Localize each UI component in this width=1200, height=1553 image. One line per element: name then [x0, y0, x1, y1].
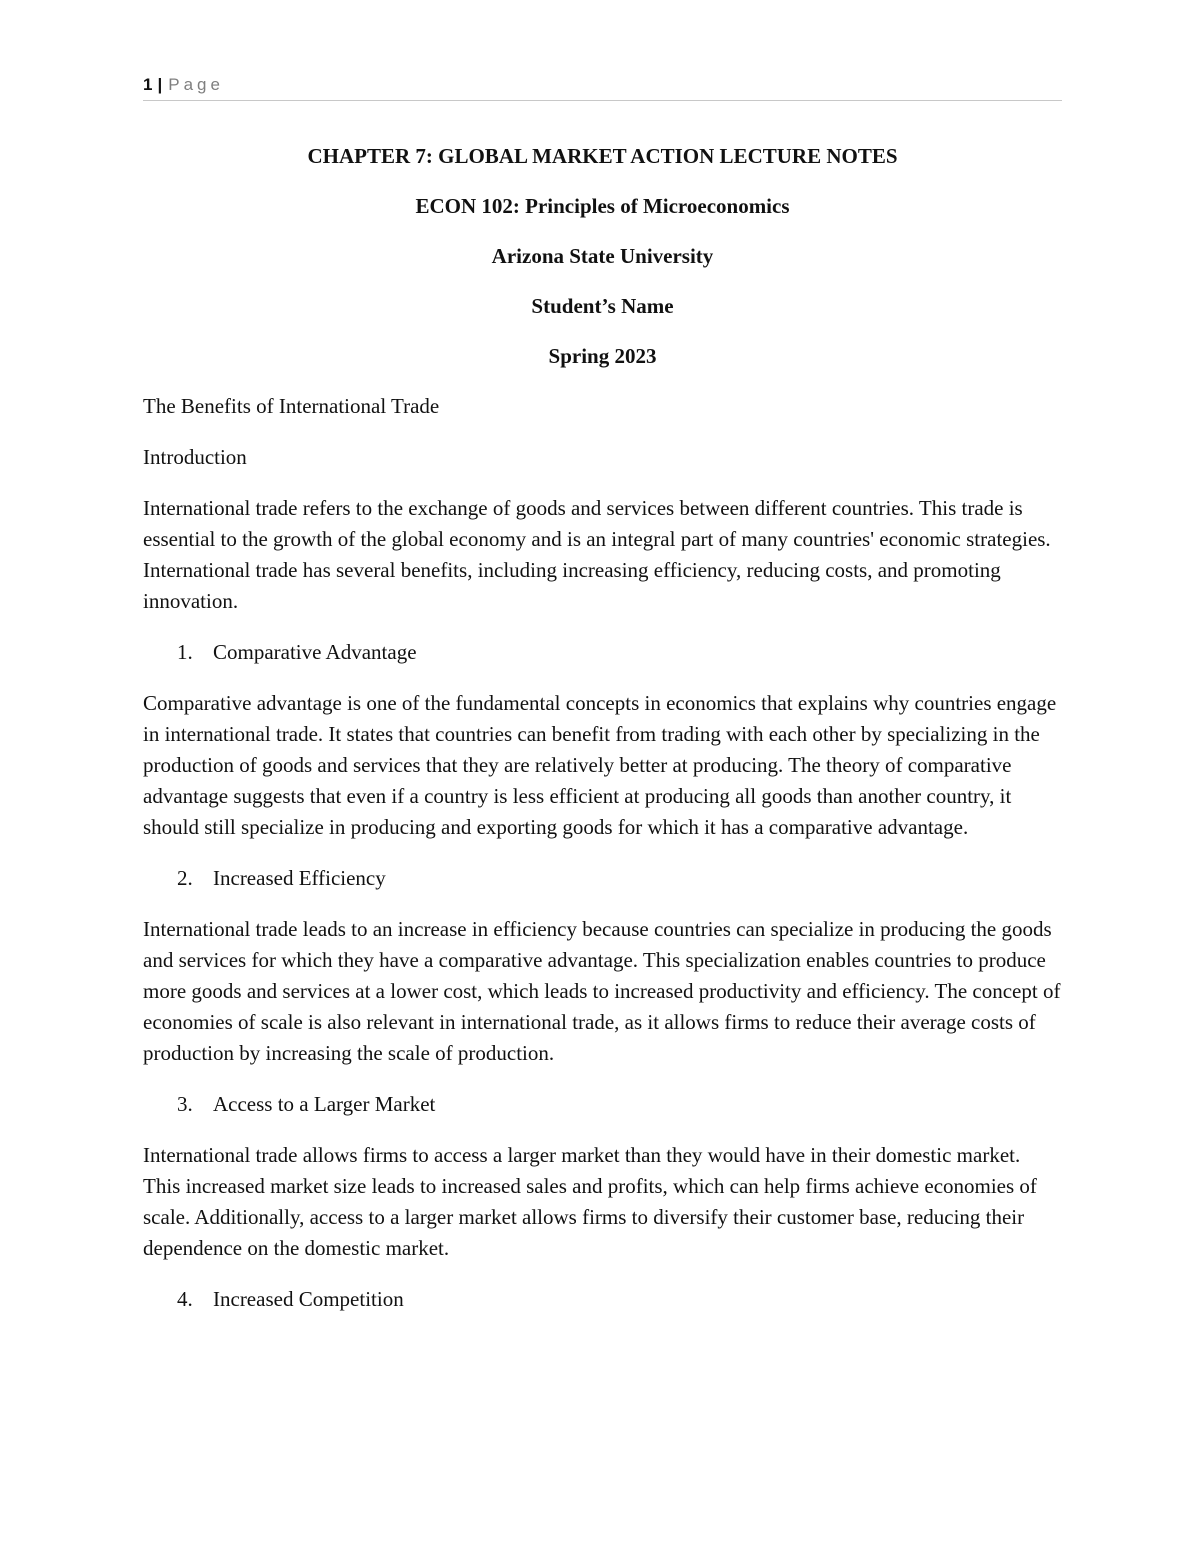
increased-efficiency-paragraph: International trade leads to an increase in efficiency because countries can specialize in producing the goods and services for which they have a comparative advantage. This specialization enables countries to produce more goods and services at a lower cost, which leads to increased productivity and efficiency. The concept of economies of scale is also relevant in international trade, as it allows firms to reduce their average costs of production by increasing the scale of production.	[143, 917, 1061, 1065]
chapter-title: CHAPTER 7: GLOBAL MARKET ACTION LECTURE NOTES	[307, 144, 898, 168]
term: Spring 2023	[548, 344, 657, 368]
university-name: Arizona State University	[491, 244, 714, 268]
list-number: 4.	[177, 1287, 193, 1311]
document-body	[143, 141, 1062, 1335]
page-number: 1	[143, 75, 153, 94]
list-number: 1.	[177, 640, 193, 664]
intro-heading: Introduction	[143, 445, 247, 469]
larger-market-paragraph: International trade allows firms to access a larger market than they would have in their domestic market. This increased market size leads to increased sales and profits, which can help firms achieve economies of scale. Additionally, access to a larger market allows firms to diversify their customer base, reducing their dependence on the domestic market.	[143, 1143, 1037, 1260]
page-header	[143, 74, 1062, 101]
header-separator: |	[157, 75, 163, 94]
comparative-advantage-paragraph: Comparative advantage is one of the fundamental concepts in economics that explains why countries engage in international trade. It states that countries can benefit from trading with each other by specializing in the production of goods and services that they are relatively better at producing. The theory of comparative advantage suggests that even if a country is less efficient at producing all goods than another country, it should still specialize in producing and exporting goods for which it has a comparative advantage.	[143, 691, 1057, 839]
list-item-title: Comparative Advantage	[213, 640, 417, 664]
student-name: Student’s Name	[531, 294, 674, 318]
list-item-increased-efficiency	[143, 863, 1062, 894]
list-number: 2.	[177, 866, 193, 890]
page-label: Page	[168, 75, 224, 94]
list-item-title: Increased Efficiency	[213, 866, 386, 890]
list-item-larger-market	[143, 1089, 1062, 1120]
list-number: 3.	[177, 1092, 193, 1116]
list-item-title: Increased Competition	[213, 1287, 404, 1311]
list-item-title: Access to a Larger Market	[213, 1092, 436, 1116]
course-title: ECON 102: Principles of Microeconomics	[415, 194, 790, 218]
list-item-increased-competition	[143, 1284, 1062, 1315]
list-item-comparative-advantage	[143, 637, 1062, 668]
intro-paragraph: International trade refers to the exchange of goods and services between different countries. This trade is essential to the growth of the global economy and is an integral part of many countries' economic strategies. International trade has several benefits, including increasing efficiency, reducing costs, and promoting innovation.	[143, 496, 1051, 613]
section-heading: The Benefits of International Trade	[143, 394, 440, 418]
